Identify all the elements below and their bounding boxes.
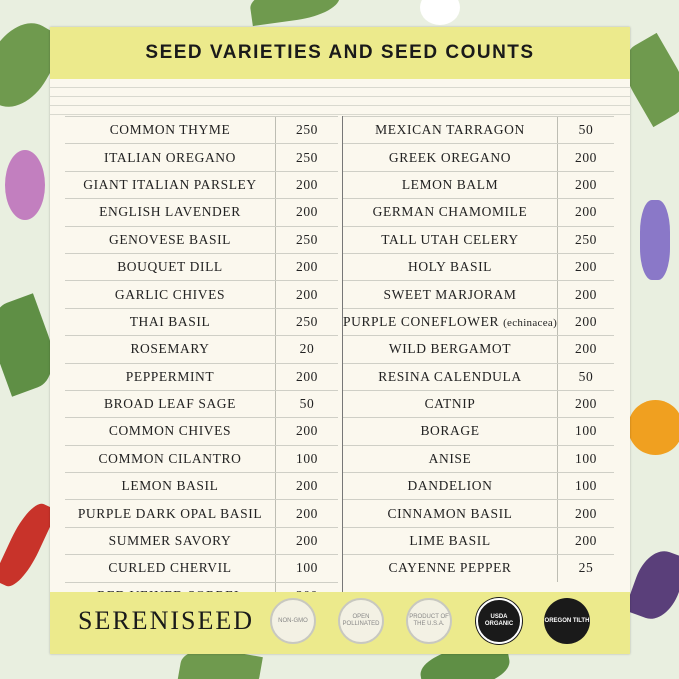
title-bar: [50, 27, 630, 79]
left-column: [65, 116, 338, 609]
seed-panel: [50, 27, 630, 654]
seed-name: PURPLE DARK OPAL BASIL: [77, 505, 263, 521]
seed-count: 200: [557, 336, 614, 362]
seed-name: COMMON CHIVES: [108, 423, 232, 439]
seed-count: 200: [557, 199, 614, 225]
table-row: [343, 143, 614, 170]
seed-name: ANISE: [428, 450, 472, 466]
table-row: [343, 472, 614, 499]
table-row: [65, 335, 338, 362]
seed-count: 250: [275, 117, 338, 143]
seed-name: COMMON THYME: [109, 122, 231, 138]
table-row: [65, 308, 338, 335]
seed-name: LEMON BASIL: [121, 478, 219, 494]
table-row: [65, 417, 338, 444]
seed-count: 200: [557, 144, 614, 170]
seed-name: SUMMER SAVORY: [108, 533, 232, 549]
seed-count: 250: [275, 144, 338, 170]
seed-count: 50: [275, 391, 338, 417]
seed-count: 200: [557, 281, 614, 307]
table-row: [343, 417, 614, 444]
seed-count: 200: [275, 500, 338, 526]
seed-name: CAYENNE PEPPER: [388, 560, 512, 576]
seed-count: 200: [275, 172, 338, 198]
table-row: [65, 472, 338, 499]
seed-count: 25: [557, 555, 614, 581]
seed-name: BOUQUET DILL: [117, 259, 223, 275]
seed-count: 20: [275, 336, 338, 362]
table-row: [343, 280, 614, 307]
seed-name: GERMAN CHAMOMILE: [372, 204, 528, 220]
seed-count: 200: [275, 199, 338, 225]
seed-name: PURPLE CONEFLOWER (echinacea): [343, 313, 558, 329]
seed-count: 50: [557, 364, 614, 390]
table-row: [65, 253, 338, 280]
seed-name: BROAD LEAF SAGE: [103, 396, 236, 412]
seed-count: 100: [275, 446, 338, 472]
table-row: [343, 527, 614, 554]
table-row: [65, 116, 338, 143]
seed-name: CURLED CHERVIL: [108, 560, 232, 576]
non-gmo-badge-icon: NON-GMO: [270, 598, 316, 644]
decorative-stripes: [50, 79, 630, 115]
seed-name: DANDELION: [407, 478, 493, 494]
oregon-tilth-badge-icon: OREGON TILTH: [544, 598, 590, 644]
seed-count: 200: [275, 364, 338, 390]
table-row: [343, 171, 614, 198]
table-row: [65, 390, 338, 417]
table-row: [65, 226, 338, 253]
seed-count: 200: [275, 528, 338, 554]
seed-name: HOLY BASIL: [407, 259, 493, 275]
seed-count: 200: [275, 473, 338, 499]
seed-name: GIANT ITALIAN PARSLEY: [83, 176, 257, 192]
seed-count: 100: [557, 418, 614, 444]
right-column: [342, 116, 614, 609]
seed-name: LEMON BALM: [401, 176, 499, 192]
table-row: [65, 171, 338, 198]
product-usa-badge-icon: PRODUCT OF THE U.S.A.: [406, 598, 452, 644]
footer-bar: [50, 592, 630, 654]
seed-count: 250: [275, 227, 338, 253]
table-row: [65, 499, 338, 526]
seed-count: 200: [275, 418, 338, 444]
seed-count: 200: [557, 309, 614, 335]
seed-name: SWEET MARJORAM: [383, 286, 517, 302]
table-row: [65, 143, 338, 170]
seed-name: BORAGE: [420, 423, 480, 439]
seed-count: 100: [557, 446, 614, 472]
seed-count: 250: [557, 227, 614, 253]
seed-count: 250: [275, 309, 338, 335]
seed-name: LIME BASIL: [409, 533, 491, 549]
table-row: [65, 363, 338, 390]
seed-count: 200: [275, 281, 338, 307]
table-row: [65, 445, 338, 472]
page-title: SEED VARIETIES AND SEED COUNTS: [145, 42, 535, 63]
table-row: [343, 226, 614, 253]
seed-name: THAI BASIL: [129, 313, 211, 329]
seed-name: COMMON CILANTRO: [98, 450, 242, 466]
table-row: [343, 390, 614, 417]
usda-organic-badge-icon: USDA ORGANIC: [476, 598, 522, 644]
table-row: [343, 116, 614, 143]
seed-name-note: (echinacea): [503, 316, 558, 329]
seed-name: TALL UTAH CELERY: [381, 231, 519, 247]
seed-name: CINNAMON BASIL: [387, 505, 513, 521]
seed-count: 200: [557, 391, 614, 417]
table-row: [343, 363, 614, 390]
table-row: [65, 527, 338, 554]
seed-name: GENOVESE BASIL: [108, 231, 232, 247]
table-row: [343, 253, 614, 280]
seed-count: 200: [557, 254, 614, 280]
seed-count: 100: [557, 473, 614, 499]
seed-name: MEXICAN TARRAGON: [375, 122, 525, 138]
seed-name: ROSEMARY: [130, 341, 210, 357]
seed-count: 200: [557, 500, 614, 526]
table-row: [343, 308, 614, 335]
seed-count: 200: [557, 528, 614, 554]
seed-name: RESINA CALENDULA: [378, 368, 522, 384]
table-row: [343, 445, 614, 472]
table-row: [343, 499, 614, 526]
seed-name: GREEK OREGANO: [388, 149, 512, 165]
table-row: [65, 198, 338, 225]
seed-name: ITALIAN OREGANO: [103, 149, 237, 165]
seed-count: 200: [557, 172, 614, 198]
table-row: [343, 554, 614, 581]
seed-name: WILD BERGAMOT: [388, 341, 512, 357]
table-row: [343, 335, 614, 362]
brand-logo: SERENISEED: [78, 606, 254, 635]
seed-name: CATNIP: [424, 396, 476, 412]
open-pollinated-badge-icon: OPEN POLLINATED: [338, 598, 384, 644]
seed-count: 200: [275, 254, 338, 280]
seed-name: ENGLISH LAVENDER: [99, 204, 241, 220]
seed-name: GARLIC CHIVES: [114, 286, 226, 302]
seed-count: 100: [275, 555, 338, 581]
seed-name: PEPPERMINT: [125, 368, 215, 384]
table-row: [65, 554, 338, 581]
table-row: [343, 198, 614, 225]
table-row: [65, 280, 338, 307]
seed-table: [65, 116, 614, 609]
seed-count: 50: [557, 117, 614, 143]
